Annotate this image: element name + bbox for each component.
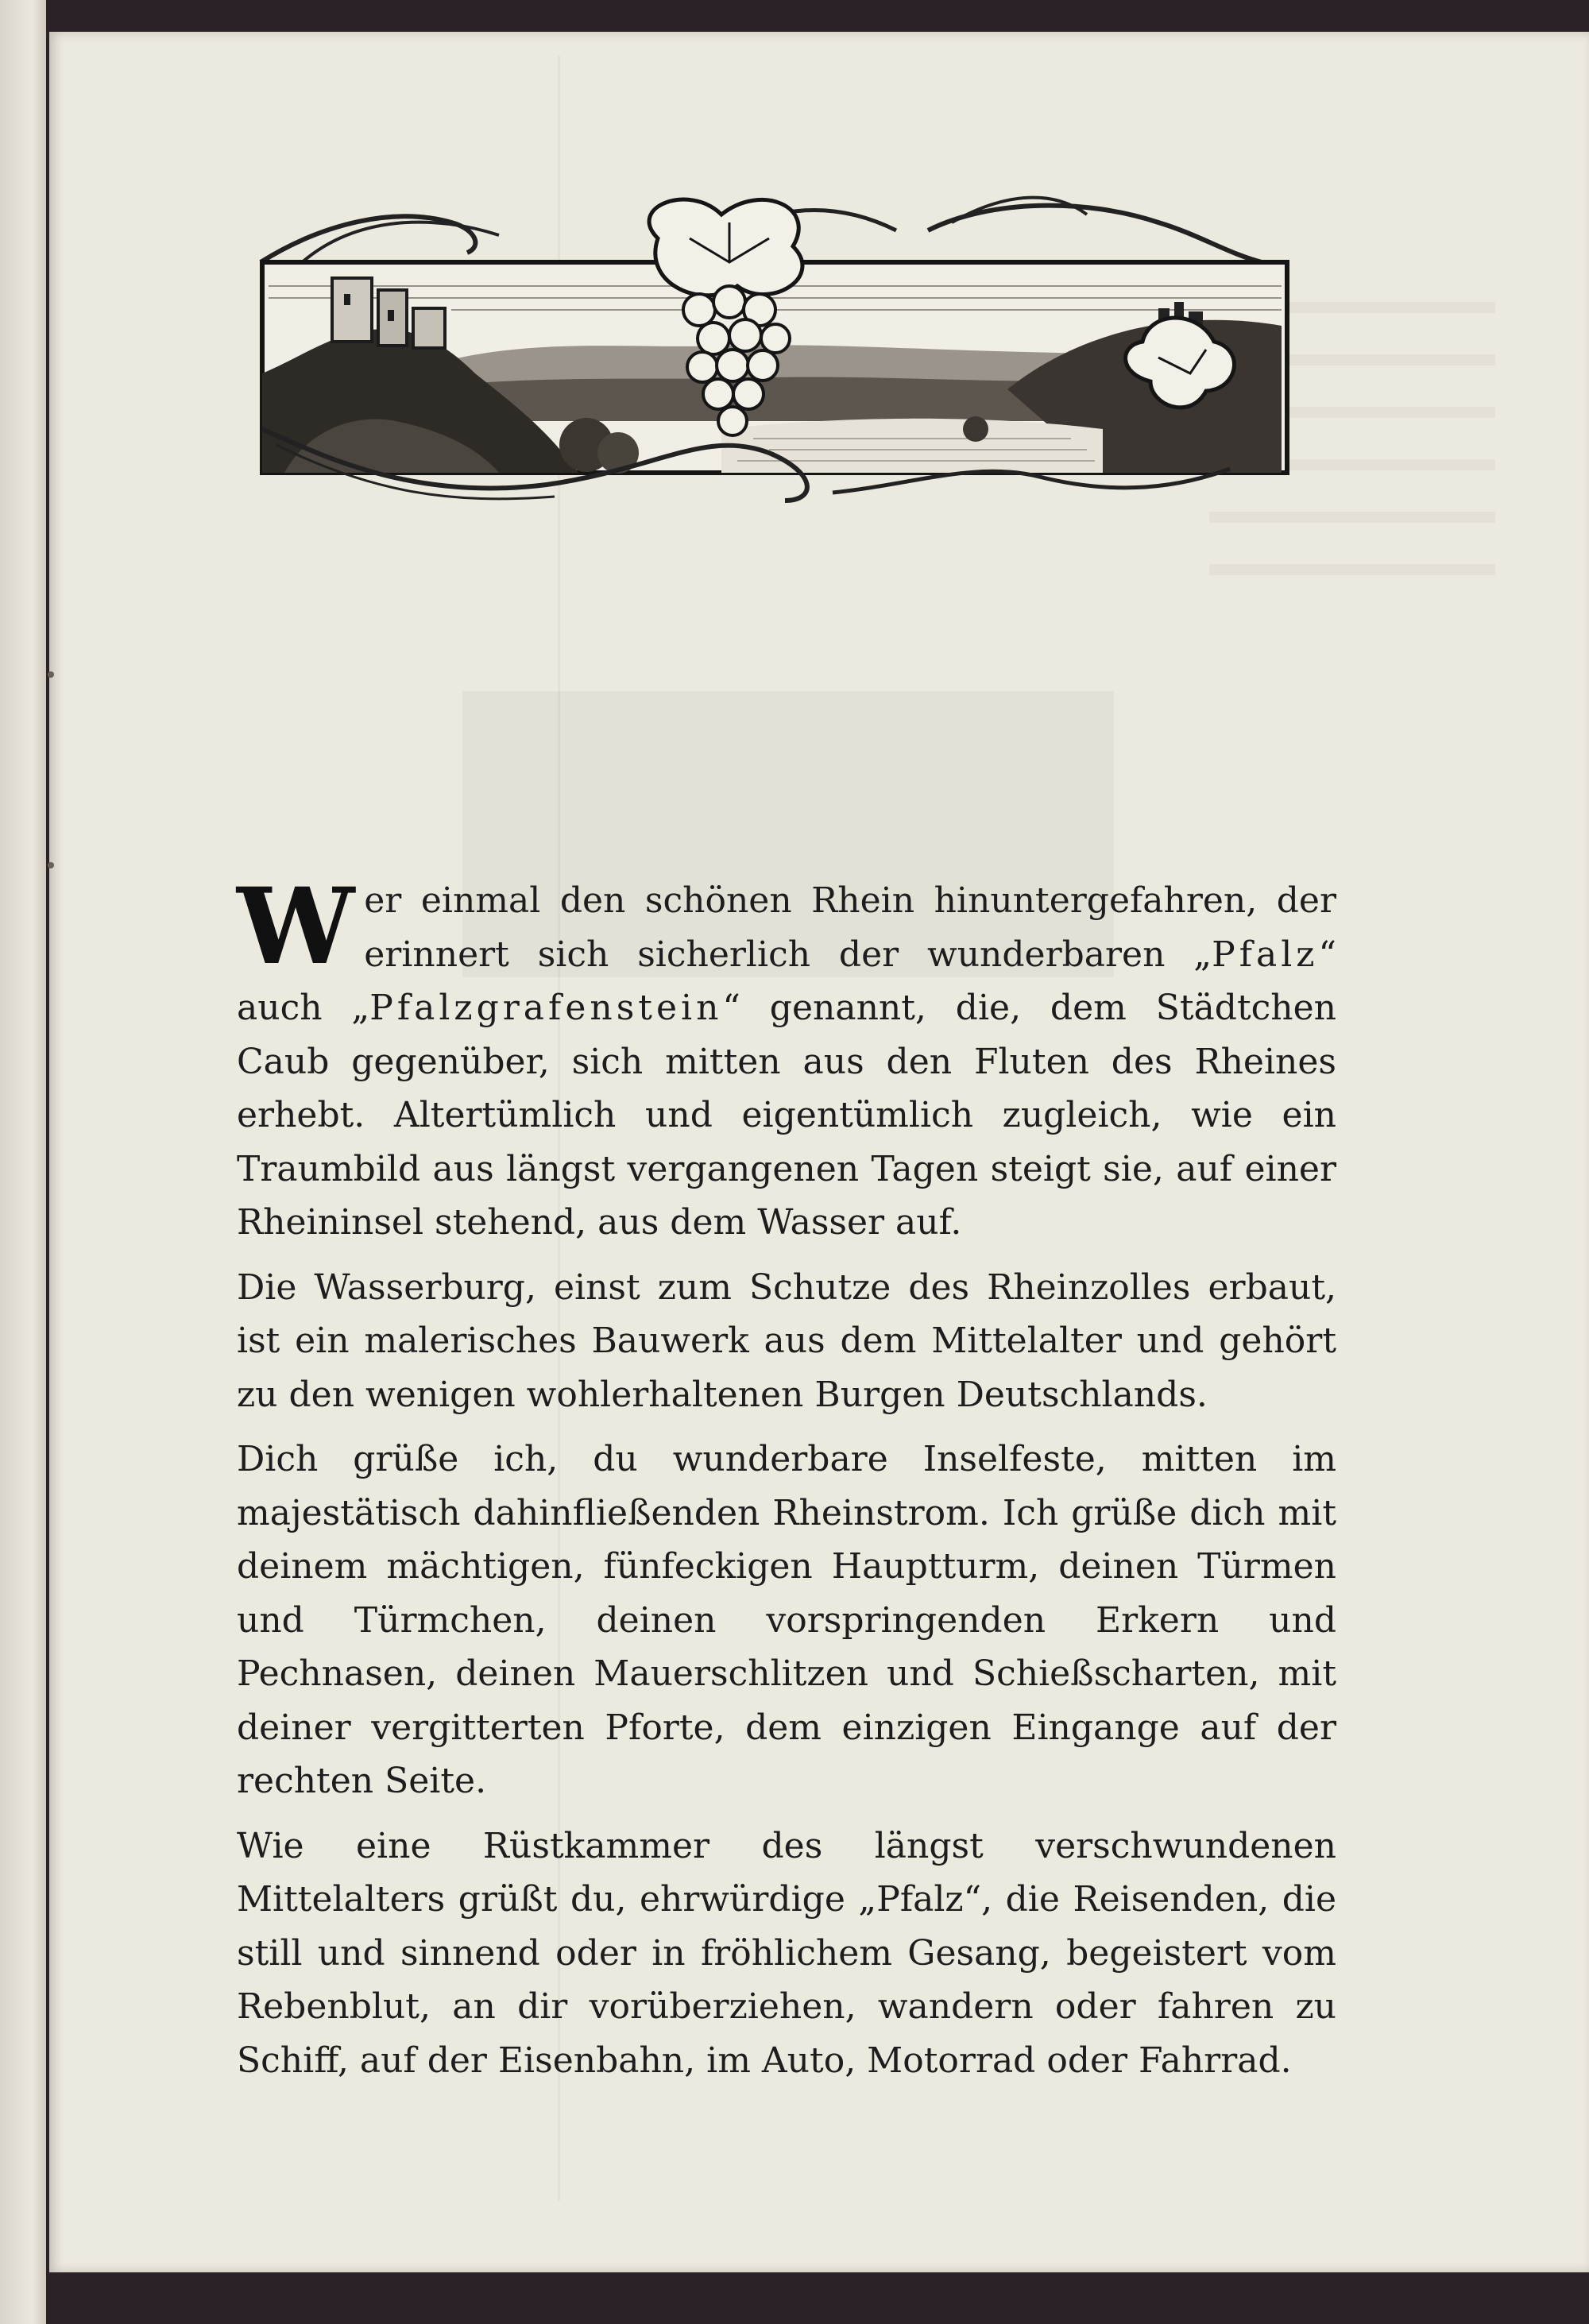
paragraph-4: Wie eine Rüstkammer des längst verschwundenen Mittelalters grüßt du, ehrwürdige „Pfalz“, die Reisenden, die still und sinnend oder in fröhlichem Gesang, begeistert vom Rebenblut, an dir vorüberziehen, wandern oder fahren zu Schiff, auf der Eisenbahn, im Auto, Motorrad oder Fahrrad. — [237, 1825, 1336, 2081]
paragraph-1-text: “ genannt, die, dem Städtchen Caub gegenüber, sich mitten aus den Fluten des Rheines erhebt. Altertümlich und eigentümlich zugleich, wie ein Traumbild aus längst vergangenen Tagen steigt sie, auf einer Rheininsel stehend, aus dem Wasser auf. — [237, 988, 1336, 1243]
header-vignette — [213, 191, 1332, 508]
drop-cap: W — [237, 865, 355, 988]
paragraph-1-text: er einmal den schönen Rhein hinuntergefahren, der erinnert sich sicherlich der wunderbaren „ — [364, 880, 1336, 975]
paragraph-1 — [237, 865, 1336, 1250]
edge-mark — [48, 862, 54, 868]
body-text — [237, 865, 1336, 2098]
rhine-landscape-illustration — [213, 191, 1332, 508]
paragraph-3: Dich grüße ich, du wunderbare Inselfeste, mitten im majestätisch dahinfließenden Rheinstrom. Ich grüße dich mit deinem mächtigen, fünfeckigen Hauptturm, deinen Türmen und Türmchen, deinen vorspringenden Erkern und Pechnasen, deinen Mauerschlitzen und Schießscharten, mit deiner vergitterten Pforte, dem einzigen Eingange auf der rechten Seite. — [237, 1439, 1336, 1801]
paragraph-1-text: “ auch „ — [237, 934, 1336, 1028]
edge-mark — [48, 671, 54, 678]
book-binding — [0, 0, 46, 2324]
emphasized-pfalzgrafenstein: Pfalzgrafenstein — [369, 988, 723, 1028]
emphasized-pfalz: Pfalz — [1212, 934, 1319, 975]
paragraph-2: Die Wasserburg, einst zum Schutze des Rheinzolles erbaut, ist ein malerisches Bauwerk aus dem Mittelalter und gehört zu den wenigen wohlerhaltenen Burgen Deutschlands. — [237, 1266, 1336, 1415]
